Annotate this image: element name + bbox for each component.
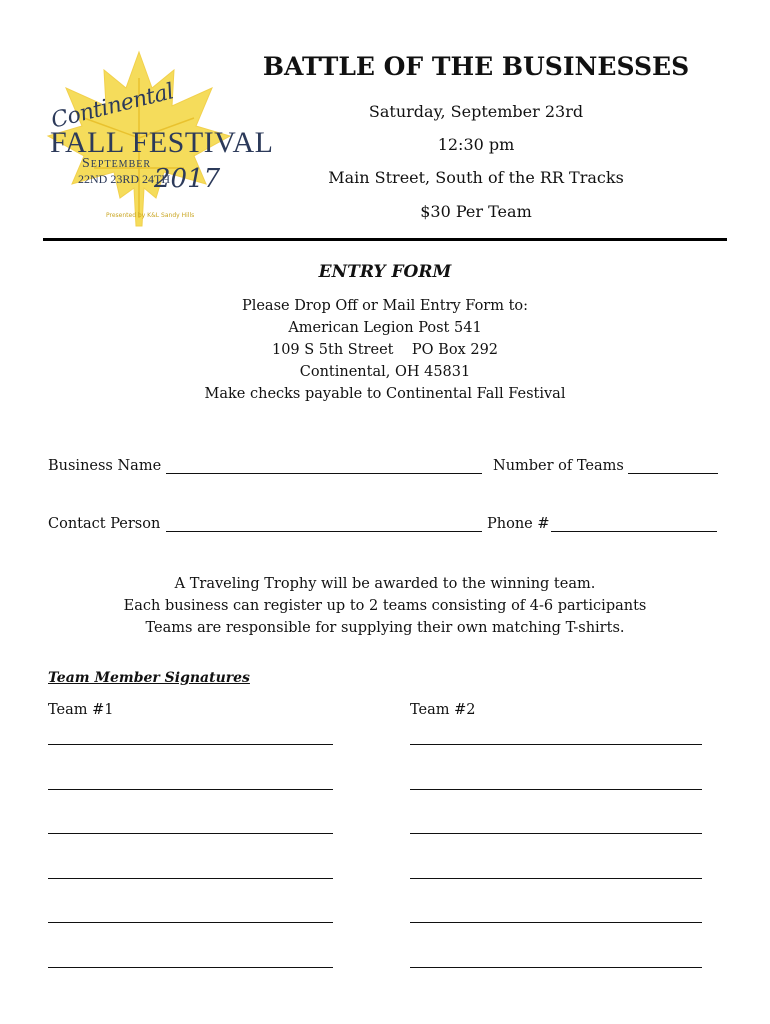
team2-signature-line[interactable] [410, 789, 702, 790]
team1-signature-line[interactable] [48, 744, 333, 745]
mail-recipient: American Legion Post 541 [288, 320, 482, 336]
number-of-teams-label: Number of Teams [493, 458, 624, 474]
tshirt-info: Teams are responsible for supplying their own matching T-shirts. [145, 620, 625, 636]
signatures-heading: Team Member Signatures [48, 670, 250, 686]
logo-month: September [82, 156, 152, 171]
business-name-field[interactable] [166, 473, 482, 474]
mail-city: Continental, OH 45831 [299, 364, 471, 380]
team1-signature-line[interactable] [48, 922, 333, 923]
header-divider [43, 238, 727, 241]
phone-field[interactable] [551, 531, 717, 532]
team1-signature-line[interactable] [48, 967, 333, 968]
team2-signature-line[interactable] [410, 833, 702, 834]
event-price: $30 Per Team [420, 202, 532, 221]
contact-person-field[interactable] [166, 531, 482, 532]
team2-signature-line[interactable] [410, 878, 702, 879]
team1-signature-line[interactable] [48, 789, 333, 790]
entry-form-heading: ENTRY FORM [318, 262, 452, 282]
logo-days: 22ND 23RD 24TH [78, 172, 170, 186]
team2-signature-line[interactable] [410, 744, 702, 745]
check-payable: Make checks payable to Continental Fall Festival [204, 386, 566, 402]
festival-logo [44, 48, 274, 228]
team1-signature-line[interactable] [48, 878, 333, 879]
event-location: Main Street, South of the RR Tracks [328, 168, 624, 187]
logo-script-text: Continental [48, 79, 177, 134]
mail-instruction: Please Drop Off or Mail Entry Form to: [241, 298, 529, 314]
event-time: 12:30 pm [437, 135, 515, 154]
event-date: Saturday, September 23rd [368, 102, 584, 121]
team1-signature-line[interactable] [48, 833, 333, 834]
business-name-label: Business Name [48, 458, 162, 474]
phone-label: Phone # [487, 516, 550, 532]
team2-signature-line[interactable] [410, 967, 702, 968]
number-of-teams-field[interactable] [628, 473, 718, 474]
logo-year: 2017 [154, 164, 221, 194]
logo-presented-by: Presented by K&L Sandy Hills [106, 212, 195, 219]
contact-person-label: Contact Person [48, 516, 161, 532]
trophy-info: A Traveling Trophy will be awarded to the winning team. [174, 576, 596, 592]
team2-signature-line[interactable] [410, 922, 702, 923]
team2-label: Team #2 [410, 702, 476, 718]
logo-main-text: FALL FESTIVAL [50, 126, 274, 159]
page-title: BATTLE OF THE BUSINESSES [262, 52, 690, 81]
mail-street: 109 S 5th Street PO Box 292 [271, 342, 499, 358]
team1-label: Team #1 [48, 702, 114, 718]
team-limit-info: Each business can register up to 2 teams consisting of 4-6 participants [123, 598, 647, 614]
